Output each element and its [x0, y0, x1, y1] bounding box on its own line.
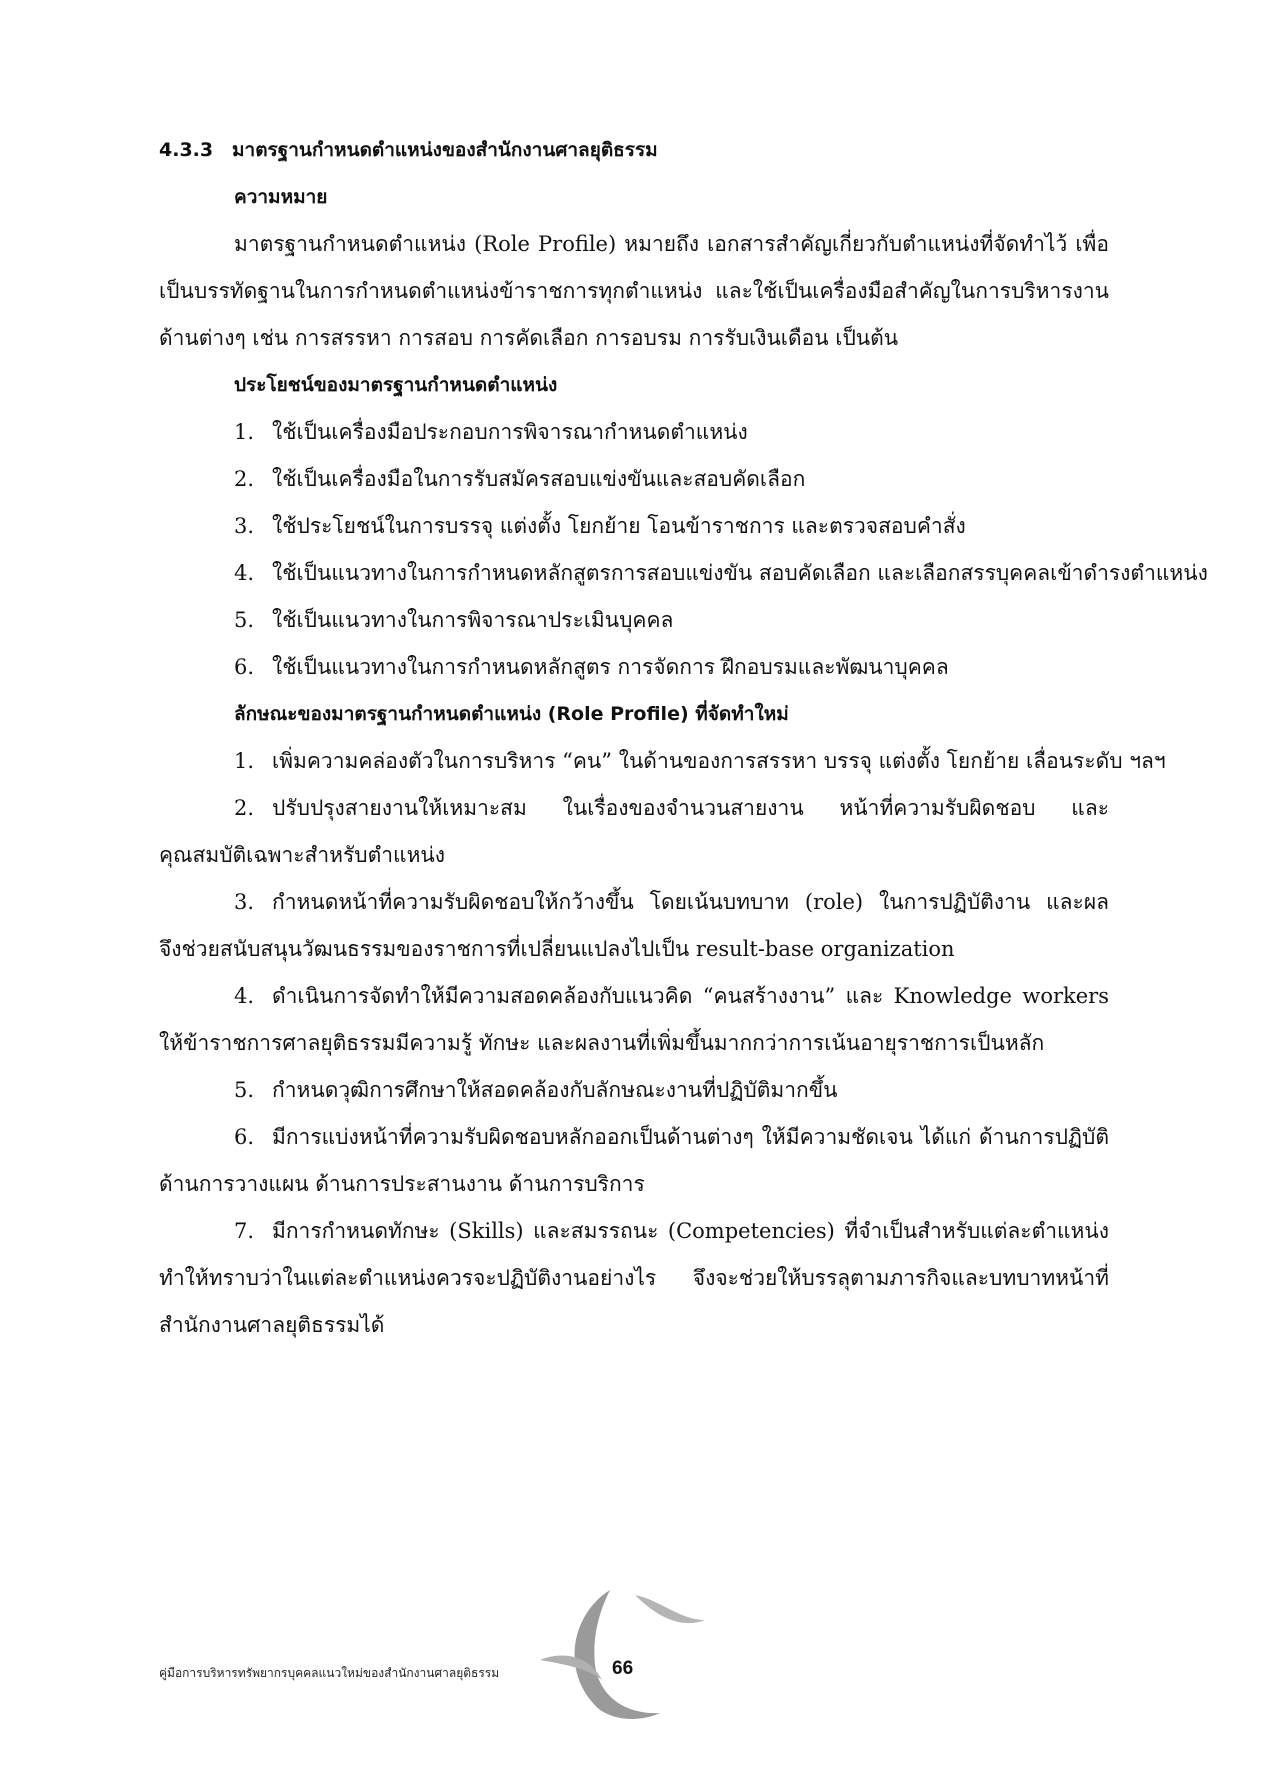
benefit-item [159, 550, 1208, 597]
item-text: ใช้เป็นเครื่องมือประกอบการพิจารณากำหนดตำแหน่ง [272, 420, 748, 444]
item-text: ใช้ประโยชน์ในการบรรจุ แต่งตั้ง โยกย้าย โอนข้าราชการ และตรวจสอบคำสั่ง [272, 514, 966, 538]
benefit-item [159, 644, 1109, 691]
item-text: กำหนดหน้าที่ความรับผิดชอบให้กว้างขึ้น โดยเน้นบทบาท (role) ในการปฏิบัติงาน และผล [272, 890, 1109, 914]
characteristic-item [159, 738, 1166, 785]
meaning-line: เป็นบรรทัดฐานในการกำหนดตำแหน่งข้าราชการทุกตำแหน่ง และใช้เป็นเครื่องมือสำคัญในการบริหารงาน [159, 279, 1109, 303]
benefits-list [159, 409, 1208, 691]
item-number: 1. [234, 420, 255, 444]
meaning-line: มาตรฐานกำหนดตำแหน่ง (Role Profile) หมายถึง เอกสารสำคัญเกี่ยวกับตำแหน่งที่จัดทำไว้ เพื่อ [234, 232, 1109, 256]
characteristic-item-continuation: สำนักงานศาลยุติธรรมได้ [159, 1313, 385, 1337]
item-text: ใช้เป็นแนวทางในการกำหนดหลักสูตร การจัดการ ฝึกอบรมและพัฒนาบุคคล [272, 655, 949, 679]
item-text: ใช้เป็นเครื่องมือในการรับสมัครสอบแข่งขันและสอบคัดเลือก [272, 467, 806, 491]
benefits-heading: ประโยชน์ของมาตรฐานกำหนดตำแหน่ง [234, 374, 558, 396]
characteristic-item-continuation: ให้ข้าราชการศาลยุติธรรมมีความรู้ ทักษะ และผลงานที่เพิ่มขึ้นมากกว่าการเน้นอายุราชการเป็นหลัก [159, 1031, 1045, 1055]
item-number: 5. [234, 1078, 255, 1102]
item-text: มีการแบ่งหน้าที่ความรับผิดชอบหลักออกเป็นด้านต่างๆ ให้มีความชัดเจน ได้แก่ ด้านการปฏิบัติ [272, 1125, 1109, 1149]
page-number: 66 [612, 1658, 634, 1679]
meaning-line: ด้านต่างๆ เช่น การสรรหา การสอบ การคัดเลือก การอบรม การรับเงินเดือน เป็นต้น [159, 326, 899, 350]
item-number: 4. [234, 561, 255, 585]
benefit-item [159, 503, 1109, 550]
characteristic-item-continuation: ด้านการวางแผน ด้านการประสานงาน ด้านการบริการ [159, 1172, 645, 1196]
item-number: 6. [234, 1125, 255, 1149]
characteristics-list [159, 738, 1166, 1349]
item-number: 2. [234, 467, 255, 491]
characteristic-item [159, 1067, 1109, 1114]
item-number: 3. [234, 890, 255, 914]
characteristics-heading: ลักษณะของมาตรฐานกำหนดตำแหน่ง (Role Profile) ที่จัดทำใหม่ [234, 703, 789, 725]
item-number: 5. [234, 608, 255, 632]
benefit-item [159, 597, 1109, 644]
meaning-heading: ความหมาย [234, 186, 328, 208]
item-number: 3. [234, 514, 255, 538]
characteristic-item-continuation: ทำให้ทราบว่าในแต่ละตำแหน่งควรจะปฏิบัติงานอย่างไร จึงจะช่วยให้บรรลุตามภารกิจและบทบาทหน้าที่ [159, 1266, 1109, 1290]
item-text: ปรับปรุงสายงานให้เหมาะสม ในเรื่องของจำนวนสายงาน หน้าที่ความรับผิดชอบ และ [272, 796, 1109, 820]
item-number: 4. [234, 984, 255, 1008]
item-text: เพิ่มความคล่องตัวในการบริหาร “คน” ในด้านของการสรรหา บรรจุ แต่งตั้ง โยกย้าย เลื่อนระดับ ฯลฯ [272, 749, 1166, 773]
characteristic-item [159, 973, 1109, 1020]
document-body [159, 127, 1208, 1349]
item-text: ใช้เป็นแนวทางในการพิจารณาประเมินบุคคล [272, 608, 674, 632]
item-text: ดำเนินการจัดทำให้มีความสอดคล้องกับแนวคิด “คนสร้างงาน” และ Knowledge workers [272, 984, 1109, 1008]
item-text: ใช้เป็นแนวทางในการกำหนดหลักสูตรการสอบแข่งขัน สอบคัดเลือก และเลือกสรรบุคคลเข้าดำรงตำแหน่ง [272, 561, 1208, 585]
section-number: 4.3.3 [159, 139, 214, 161]
section-title: มาตรฐานกำหนดตำแหน่งของสำนักงานศาลยุติธรรม [232, 139, 658, 161]
benefit-item [159, 456, 1109, 503]
characteristic-item-continuation: คุณสมบัติเฉพาะสำหรับตำแหน่ง [159, 843, 446, 867]
footer-title: คู่มือการบริหารทรัพยากรบุคคลแนวใหม่ของสำนักงานศาลยุติธรรม [159, 1666, 500, 1680]
item-number: 2. [234, 796, 255, 820]
logo-swoosh-icon [540, 1585, 710, 1725]
benefit-item [159, 409, 1109, 456]
item-text: กำหนดวุฒิการศึกษาให้สอดคล้องกับลักษณะงานที่ปฏิบัติมากขึ้น [272, 1078, 838, 1102]
characteristic-item [159, 785, 1109, 832]
characteristic-item [159, 879, 1109, 926]
item-number: 6. [234, 655, 255, 679]
characteristic-item [159, 1114, 1109, 1161]
item-text: มีการกำหนดทักษะ (Skills) และสมรรถนะ (Competencies) ที่จำเป็นสำหรับแต่ละตำแหน่ง [272, 1219, 1109, 1243]
characteristic-item [159, 1208, 1109, 1255]
item-number: 7. [234, 1219, 255, 1243]
item-number: 1. [234, 749, 255, 773]
section-heading [159, 127, 1109, 174]
characteristic-item-continuation: จึงช่วยสนับสนุนวัฒนธรรมของราชการที่เปลี่ยนแปลงไปเป็น result-base organization [159, 937, 955, 961]
